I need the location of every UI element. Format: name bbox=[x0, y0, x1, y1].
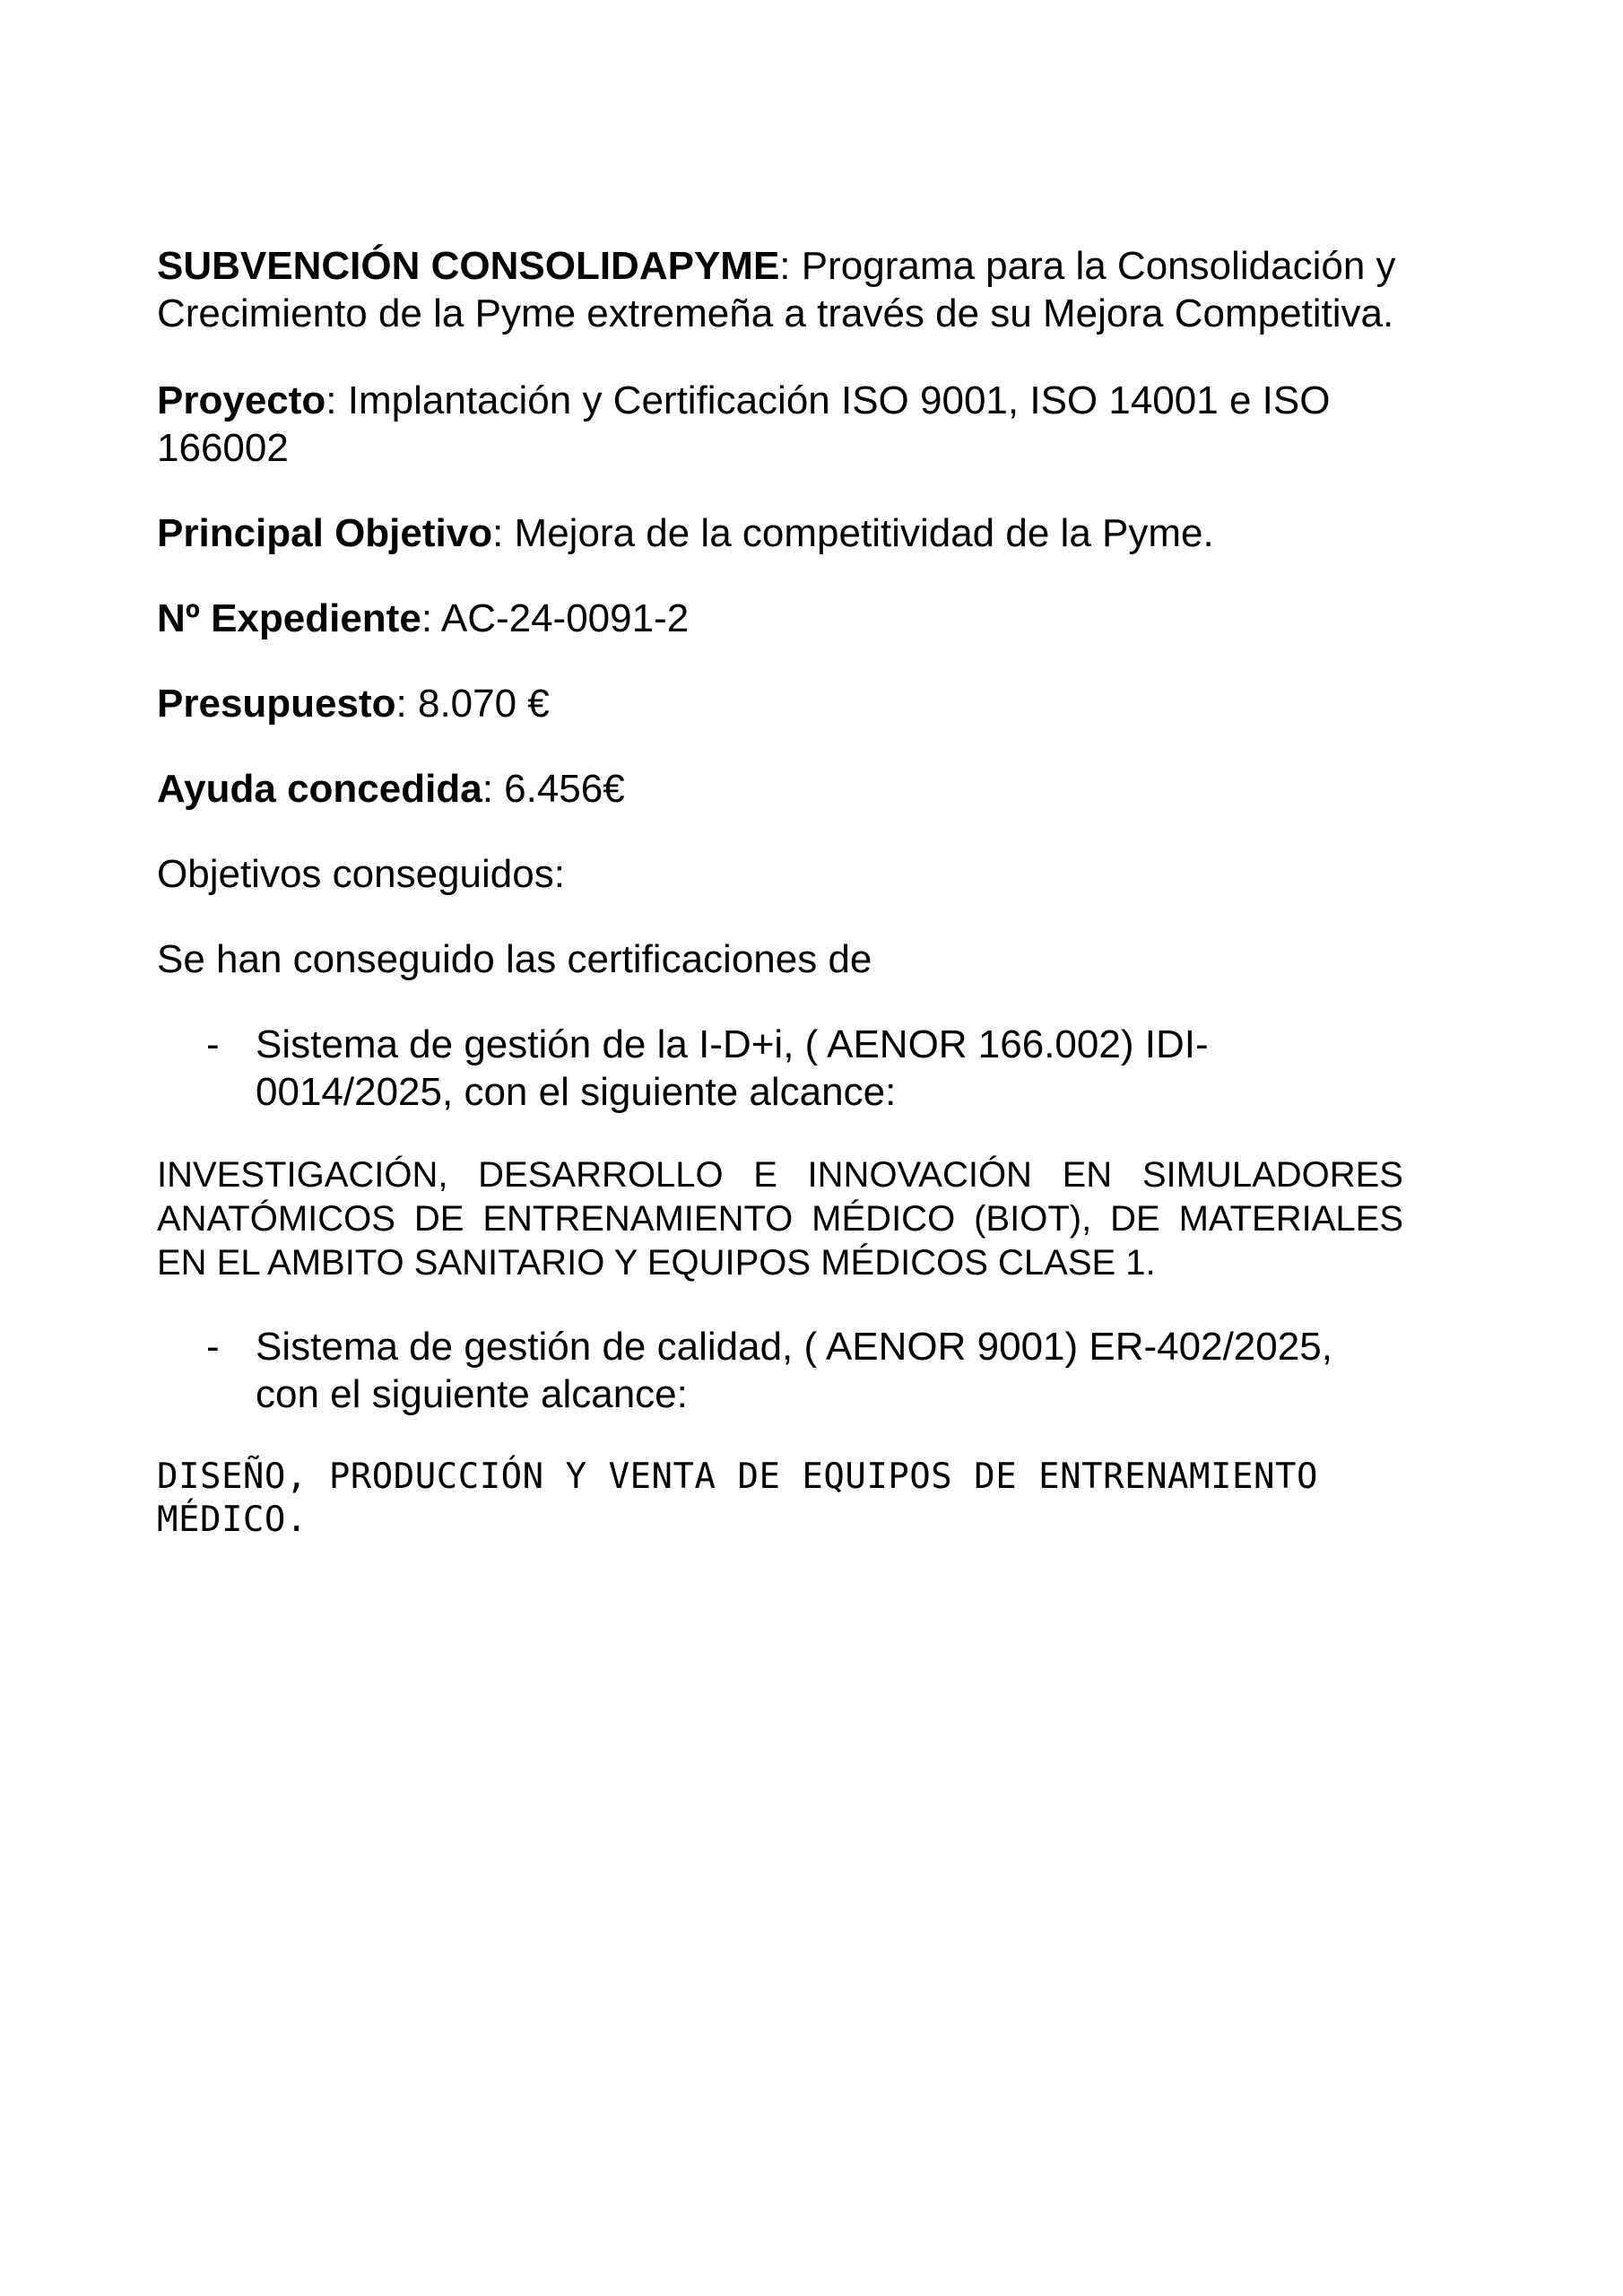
dash-marker: - bbox=[206, 1022, 220, 1066]
program-title: SUBVENCIÓN CONSOLIDAPYME: Programa para la Consolidación y Crecimiento de la Pyme extremeña a través de su Mejora Competitiva. bbox=[157, 244, 1396, 335]
field-presupuesto: Presupuesto: 8.070 € bbox=[157, 682, 550, 726]
dash-marker: - bbox=[206, 1325, 220, 1369]
results-heading: Objetivos conseguidos: bbox=[157, 852, 565, 896]
field-value: 6.456€ bbox=[504, 767, 625, 811]
field-label: Ayuda concedida bbox=[157, 767, 482, 811]
field-ayuda-concedida: Ayuda concedida: 6.456€ bbox=[157, 767, 625, 811]
field-expediente: Nº Expediente: AC-24-0091-2 bbox=[157, 596, 690, 640]
field-value: Mejora de la competitividad de la Pyme. bbox=[514, 511, 1214, 555]
field-label: Proyecto bbox=[157, 378, 326, 422]
field-principal-objetivo: Principal Objetivo: Mejora de la competitividad de la Pyme. bbox=[157, 511, 1214, 555]
field-value: AC-24-0091-2 bbox=[440, 596, 690, 640]
certification-item bbox=[157, 1323, 1403, 1418]
program-description: Programa para la Consolidación y Crecimiento de la Pyme extremeña a través de su Mejora Competitiva. bbox=[157, 244, 1396, 335]
document-page bbox=[157, 242, 1403, 1542]
field-value: 8.070 € bbox=[417, 682, 550, 726]
field-label: Presupuesto bbox=[157, 682, 396, 726]
field-label: Principal Objetivo bbox=[157, 511, 493, 555]
certification-scope: DISEÑO, PRODUCCIÓN Y VENTA DE EQUIPOS DE ENTRENAMIENTO MÉDICO. bbox=[157, 1457, 1318, 1540]
certification-text: Sistema de gestión de la I-D+i, ( AENOR 166.002) IDI-0014/2025, con el siguiente alcance: bbox=[256, 1022, 1209, 1114]
certification-scope: INVESTIGACIÓN, DESARROLLO E INNOVACIÓN EN SIMULADORES ANATÓMICOS DE ENTRENAMIENTO MÉDICO (BIOT), DE MATERIALES EN EL AMBITO SANITARIO Y EQUIPOS MÉDICOS CLASE 1. bbox=[157, 1155, 1403, 1283]
results-intro: Se han conseguido las certificaciones de bbox=[157, 937, 872, 981]
field-label: Nº Expediente bbox=[157, 596, 421, 640]
program-label: SUBVENCIÓN CONSOLIDAPYME bbox=[157, 244, 780, 288]
certification-item bbox=[157, 1021, 1403, 1116]
field-value: Implantación y Certificación ISO 9001, ISO 14001 e ISO 166002 bbox=[157, 378, 1331, 470]
certification-text: Sistema de gestión de calidad, ( AENOR 9001) ER-402/2025, con el siguiente alcance: bbox=[256, 1325, 1332, 1416]
field-proyecto: Proyecto: Implantación y Certificación ISO 9001, ISO 14001 e ISO 166002 bbox=[157, 378, 1331, 470]
